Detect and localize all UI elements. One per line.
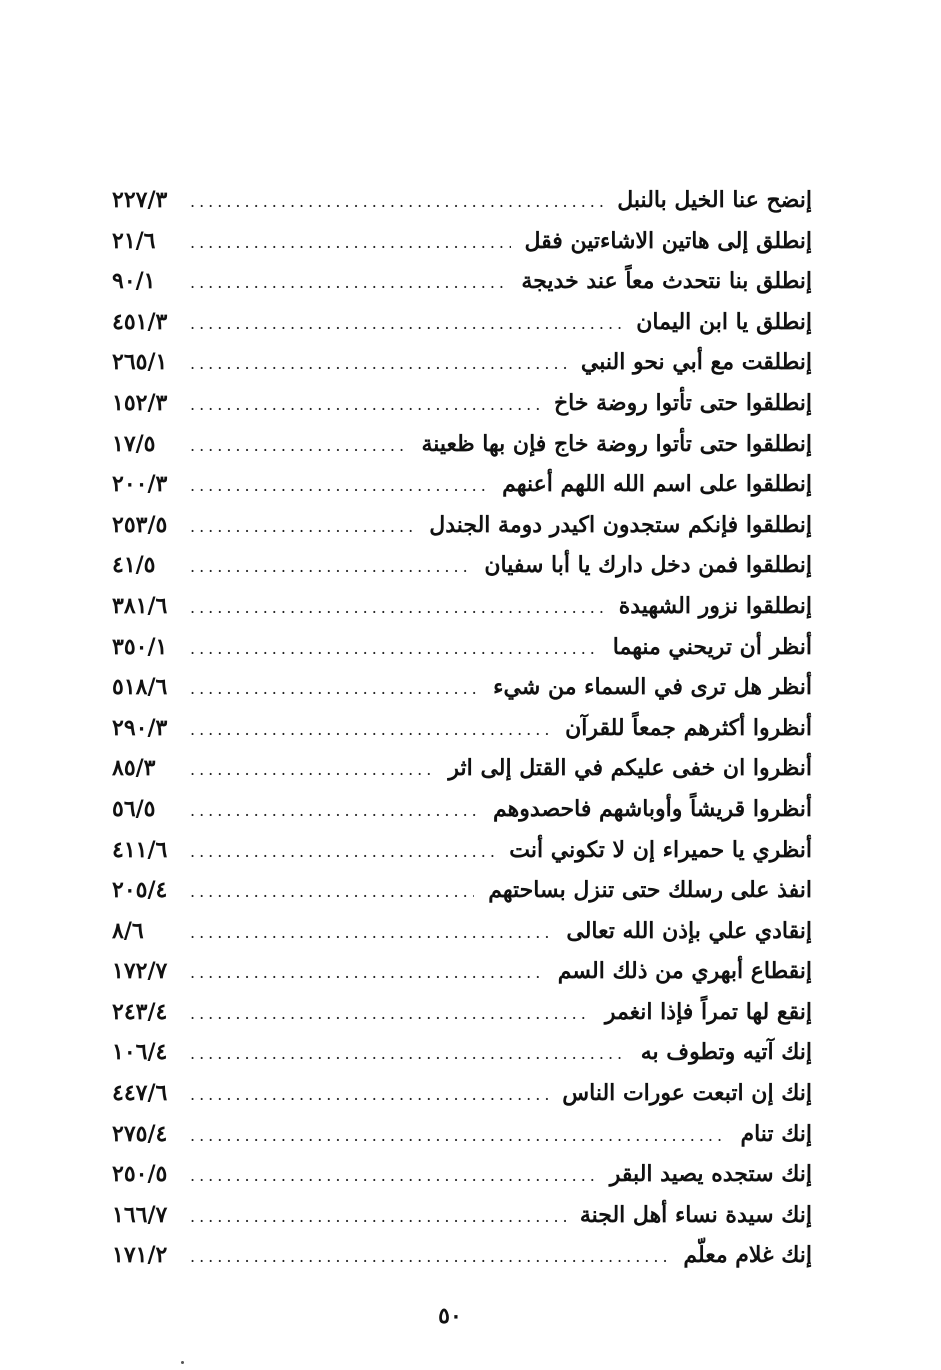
dot-leader [190, 1237, 669, 1278]
dot-leader [190, 1075, 548, 1116]
entry-text: أنظر هل ترى في السماء من شيء [493, 674, 812, 701]
entry-text: أنظري يا حميراء إن لا تكوني أنت [509, 836, 812, 863]
index-entry [112, 951, 812, 992]
entry-text: إنطلقوا فإنكم ستجدون اكيدر دومة الجندل [429, 511, 812, 538]
index-entry [112, 911, 812, 952]
entry-reference: ١٧٢/٧ [112, 958, 168, 985]
dot-leader [190, 344, 567, 385]
entry-reference: ٢٤٣/٤ [112, 998, 168, 1025]
entry-reference: ٢٩٠/٣ [112, 714, 168, 741]
entry-reference: ٢٧٥/٤ [112, 1120, 168, 1147]
entry-text: إنقادي علي بإذن الله تعالى [566, 917, 812, 944]
entry-reference: ٤٤٧/٦ [112, 1080, 168, 1107]
entry-text: إنك آتيه وتطوف به [640, 1039, 812, 1066]
index-entry [112, 870, 812, 911]
entry-reference: ١٦٦/٧ [112, 1201, 168, 1228]
index-entry [112, 1154, 812, 1195]
entry-reference: ٢٢٧/٣ [112, 187, 168, 213]
entry-text: إنطلق إلى هاتين الاشاءتين فقل [524, 227, 812, 254]
entry-text: إنقع لها تمراً فإذا انغمر [604, 998, 812, 1025]
index-entry [112, 789, 812, 830]
dot-leader [190, 223, 511, 264]
entry-text: أنظروا ان خفى عليكم في القتل إلى اثر [448, 755, 812, 782]
entry-reference: ٥٦/٥ [112, 795, 156, 822]
entry-reference: ٢١/٦ [112, 227, 156, 254]
entry-text: إنطلقوا حتى تأتوا روضة خاخ [553, 389, 812, 416]
dot-leader [190, 994, 591, 1035]
entry-text: إنقطاع أبهري من ذلك السم [557, 958, 812, 985]
dot-leader [190, 629, 599, 670]
entry-reference: ٤١١/٦ [112, 836, 168, 863]
entry-text: إنطلقوا فمن دخل دارك يا أبا سفيان [484, 552, 812, 579]
index-entry [112, 464, 812, 505]
entry-text: إنطلق بنا نتحدث معاً عند خديجة [521, 268, 812, 295]
entry-reference: ٣٨١/٦ [112, 592, 168, 619]
entry-reference: ٢٠٥/٤ [112, 877, 168, 904]
entry-reference: ١٧/٥ [112, 430, 156, 457]
entry-reference: ١٧١/٢ [112, 1242, 168, 1269]
index-entry [112, 221, 812, 262]
entry-text: إنك تنام [740, 1120, 812, 1147]
index-entry [112, 180, 812, 221]
index-entry [112, 748, 812, 789]
index-entry [112, 342, 812, 383]
entry-text: أنظر أن تريحني منهما [612, 633, 812, 660]
index-entry [112, 1032, 812, 1073]
index-entry [112, 992, 812, 1033]
dot-leader [190, 913, 552, 954]
page-number: ٥٠ [438, 1303, 462, 1329]
index-entry [112, 424, 812, 465]
index-entry [112, 383, 812, 424]
entry-text: إنطلقوا نزور الشهيدة [618, 592, 812, 619]
entry-reference: ٥١٨/٦ [112, 674, 168, 701]
dot-leader [190, 750, 434, 791]
index-entry [112, 505, 812, 546]
dot-leader [190, 669, 479, 710]
entry-reference: ٨/٦ [112, 917, 144, 944]
index-entry [112, 708, 812, 749]
entry-reference: ٣٥٠/١ [112, 633, 168, 660]
dot-leader [190, 1197, 566, 1238]
index-entry [112, 627, 812, 668]
dot-leader [190, 710, 551, 751]
entry-text: إنضح عنا الخيل بالنبل [617, 187, 812, 213]
index-entry [112, 830, 812, 871]
entry-reference: ٢٠٠/٣ [112, 471, 168, 498]
entry-text: إنك غلام معلّم [683, 1242, 812, 1269]
entry-text: إنك سيدة نساء أهل الجنة [579, 1201, 812, 1228]
entry-text: إنطلقوا حتى تأتوا روضة خاج فإن بها ظعينة [421, 430, 812, 457]
dot-leader [190, 1034, 627, 1075]
entry-reference: ١٠٦/٤ [112, 1039, 168, 1066]
index-entry [112, 1073, 812, 1114]
entry-reference: ٤٥١/٣ [112, 308, 168, 335]
index-entry [112, 545, 812, 586]
dot-leader [190, 507, 415, 548]
entry-text: أنظروا قريشاً وأوباشهم فاحصدوهم [493, 795, 812, 822]
dot-leader [190, 872, 474, 913]
dot-leader [190, 953, 544, 994]
dot-leader [190, 466, 488, 507]
index-entry [112, 667, 812, 708]
entry-text: إنطلقوا على اسم الله اللهم أعنهم [502, 471, 812, 498]
entry-reference: ٩٠/١ [112, 268, 156, 295]
entry-text: إنطلقت مع أبي نحو النبي [580, 349, 812, 376]
entry-text: إنك إن اتبعت عورات الناس [562, 1080, 812, 1107]
index-entry [112, 261, 812, 302]
entry-reference: ١٥٢/٣ [112, 389, 168, 416]
dot-leader [190, 263, 507, 304]
dot-leader [190, 791, 479, 832]
index-entry [112, 302, 812, 343]
dot-leader [190, 1156, 596, 1197]
entry-text: إنطلق يا ابن اليمان [636, 308, 812, 335]
dot-leader [190, 426, 407, 467]
dot-leader [190, 385, 540, 426]
entry-reference: ٢٦٥/١ [112, 349, 168, 376]
entry-reference: ٨٥/٣ [112, 755, 156, 782]
entry-reference: ٢٥٣/٥ [112, 511, 168, 538]
index-entry [112, 1114, 812, 1155]
entry-reference: ٤١/٥ [112, 552, 156, 579]
dot-leader [190, 304, 622, 345]
dot-leader [190, 182, 603, 223]
index-entry [112, 1235, 812, 1276]
entry-text: إنك ستجده يصيد البقر [609, 1161, 812, 1188]
entry-reference: ٢٥٠/٥ [112, 1161, 168, 1188]
index-entry [112, 1195, 812, 1236]
dot-leader [190, 547, 470, 588]
dot-leader [190, 832, 495, 873]
dot-leader [190, 1116, 726, 1157]
dot-leader [190, 588, 605, 629]
index-entry [112, 586, 812, 627]
entry-text: أنظروا أكثرهم جمعاً للقرآن [565, 714, 812, 741]
index-list [112, 180, 812, 1276]
entry-text: انفذ على رسلك حتى تنزل بساحتهم [488, 877, 812, 904]
scan-speck [181, 1361, 184, 1364]
